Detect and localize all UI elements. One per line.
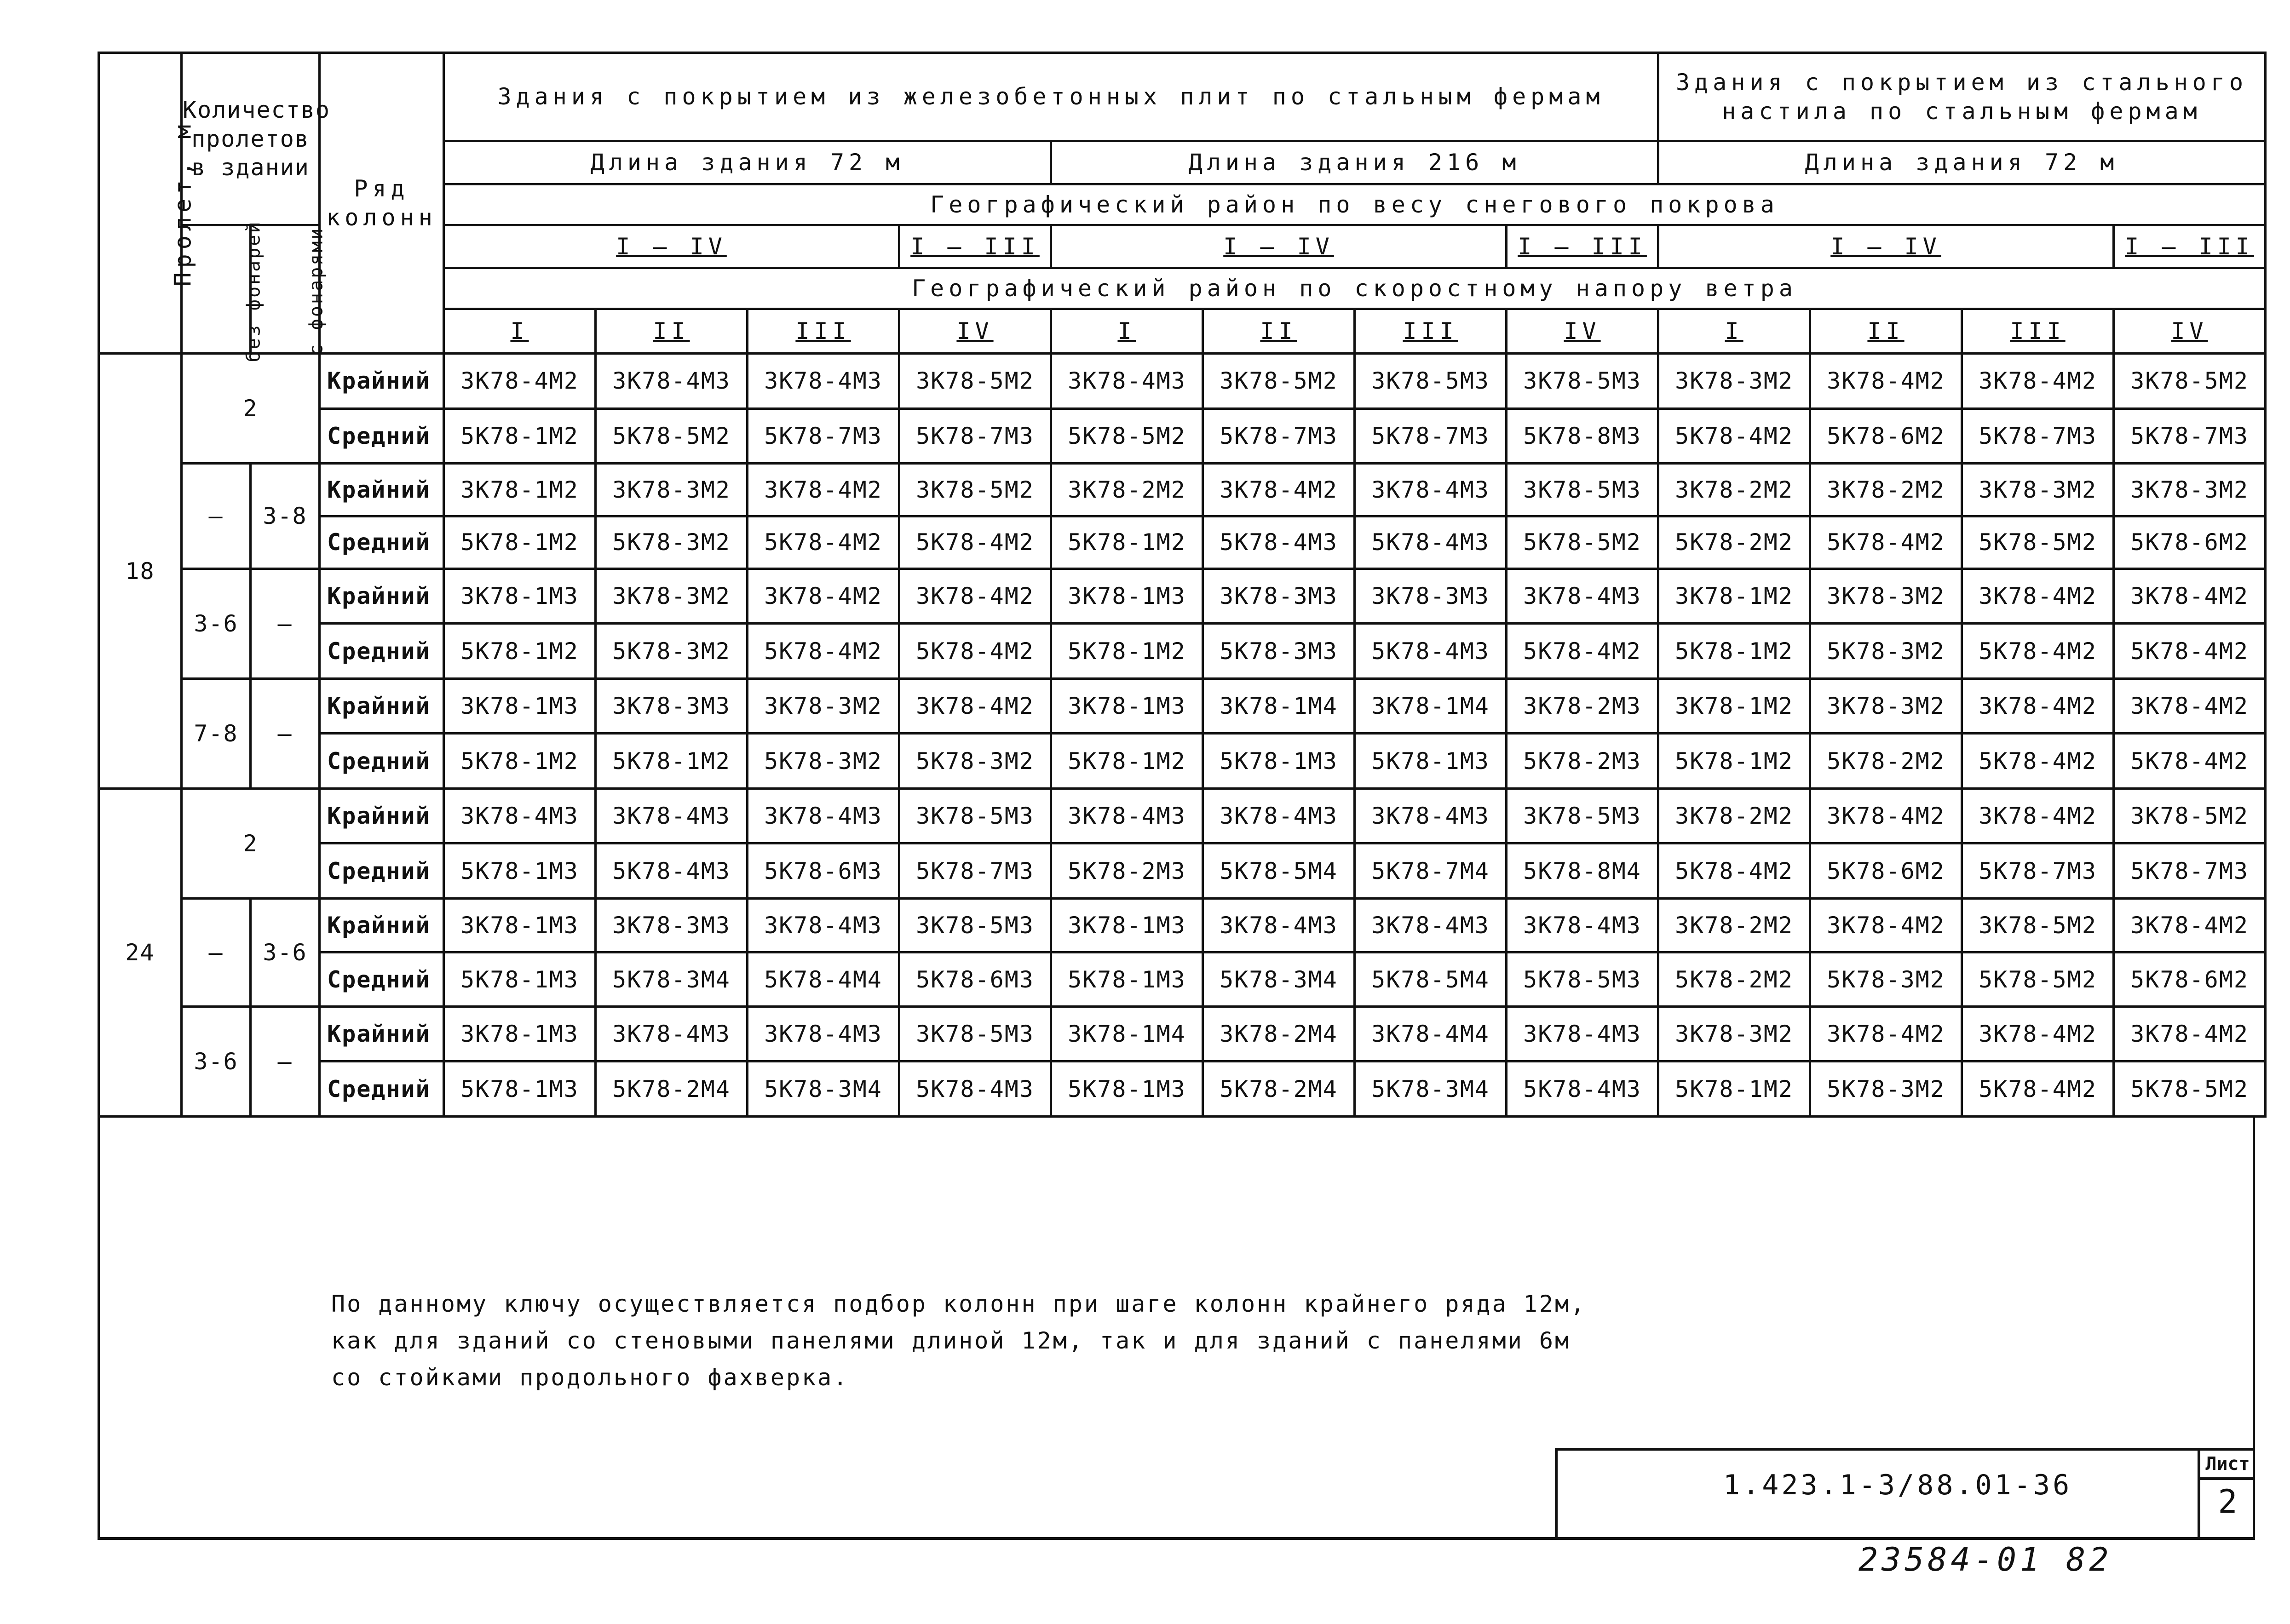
column-mark: 3К78-4М2 [1203, 464, 1355, 516]
column-mark: 5К78-1М2 [1658, 624, 1810, 678]
note-line: как для зданий со стеновыми панелями длиной 12м, так и для зданий с панелями 6м [331, 1327, 1571, 1354]
table-row [99, 1006, 2266, 1061]
column-mark: 5К78-1М2 [596, 734, 748, 788]
column-mark: 3К78-4М2 [1962, 1006, 2114, 1061]
column-mark: 3К78-4М3 [444, 788, 596, 843]
column-mark: 3К78-4М2 [1810, 788, 1962, 843]
column-mark: 5К78-5М2 [2114, 1062, 2266, 1117]
column-mark: 5К78-6М3 [899, 953, 1051, 1006]
column-mark: 3К78-3М2 [596, 464, 748, 516]
snow-range: I – III [2114, 225, 2266, 268]
group-steel-header: Здания с покрытием из стального настила по стальным фермам [1658, 53, 2266, 141]
column-mark: 5К78-2М2 [1810, 734, 1962, 788]
column-mark: 5К78-1М2 [1658, 1062, 1810, 1117]
column-mark: 3К78-4М2 [1962, 568, 2114, 623]
column-mark: 5К78-6М2 [1810, 408, 1962, 463]
column-mark: 5К78-1М2 [444, 734, 596, 788]
snow-range: I – IV [1658, 225, 2114, 268]
table-row [99, 844, 2266, 898]
span-count-no-lanterns: 3-6 [182, 568, 251, 678]
column-mark: 3К78-4М2 [1962, 678, 2114, 733]
column-mark: 5К78-3М2 [1810, 624, 1962, 678]
column-mark: 5К78-1М2 [1051, 624, 1203, 678]
with-lanterns-header: с фонарями [251, 225, 320, 353]
column-mark: 3К78-5М2 [899, 354, 1051, 408]
column-mark: 3К78-4М3 [596, 354, 748, 408]
wind-region: IV [899, 309, 1051, 353]
row-label: Крайний [320, 568, 444, 623]
table-row [99, 354, 2266, 408]
column-mark: 3К78-1М2 [444, 464, 596, 516]
column-mark: 3К78-5М2 [2114, 354, 2266, 408]
span-count-with-lanterns: — [251, 568, 320, 678]
table-row [99, 788, 2266, 843]
column-mark: 3К78-4М3 [1051, 788, 1203, 843]
wind-region: I [1051, 309, 1203, 353]
column-mark: 5К78-4М2 [748, 516, 899, 568]
column-mark: 3К78-4М3 [1355, 788, 1507, 843]
column-mark: 5К78-1М3 [1203, 734, 1355, 788]
column-mark: 5К78-8М4 [1507, 844, 1658, 898]
column-mark: 5К78-7М3 [2114, 844, 2266, 898]
column-mark: 5К78-2М3 [1051, 844, 1203, 898]
column-mark: 3К78-4М3 [1355, 464, 1507, 516]
span-count-no-lanterns: — [182, 464, 251, 569]
row-label: Крайний [320, 354, 444, 408]
column-mark: 5К78-1М2 [444, 516, 596, 568]
column-mark: 3К78-3М2 [596, 568, 748, 623]
note-line: со стойками продольного фахверка. [331, 1364, 849, 1391]
column-mark: 3К78-4М2 [1810, 1006, 1962, 1061]
sheet-label: Лист [2200, 1451, 2255, 1480]
column-mark: 5К78-5М4 [1355, 953, 1507, 1006]
column-mark: 5К78-4М2 [1962, 624, 2114, 678]
column-mark: 3К78-4М2 [899, 678, 1051, 733]
table-row [99, 516, 2266, 568]
column-mark: 3К78-5М2 [1962, 898, 2114, 952]
wind-region: IV [2114, 309, 2266, 353]
column-mark: 5К78-1М2 [1051, 516, 1203, 568]
column-mark: 3К78-3М2 [1810, 678, 1962, 733]
column-mark: 5К78-4М2 [2114, 734, 2266, 788]
column-mark: 5К78-1М3 [1051, 953, 1203, 1006]
column-mark: 5К78-7М3 [1962, 844, 2114, 898]
column-mark: 3К78-2М4 [1203, 1006, 1355, 1061]
column-mark: 5К78-2М2 [1658, 953, 1810, 1006]
column-mark: 5К78-3М2 [596, 516, 748, 568]
column-mark: 5К78-4М2 [748, 624, 899, 678]
row-label: Средний [320, 516, 444, 568]
column-mark: 3К78-5М3 [1507, 354, 1658, 408]
column-mark: 5К78-7М4 [1355, 844, 1507, 898]
wind-region: II [596, 309, 748, 353]
column-mark: 3К78-4М2 [1810, 354, 1962, 408]
snow-region-header: Географический район по весу снегового покрова [444, 184, 2266, 225]
column-mark: 3К78-4М3 [748, 898, 899, 952]
column-mark: 3К78-2М2 [1810, 464, 1962, 516]
row-label: Крайний [320, 678, 444, 733]
row-label: Средний [320, 408, 444, 463]
column-mark: 3К78-4М2 [748, 464, 899, 516]
group-rc-header: Здания с покрытием из железобетонных плит по стальным фермам [444, 53, 1658, 141]
column-mark: 3К78-5М3 [899, 788, 1051, 843]
column-mark: 3К78-1М3 [444, 898, 596, 952]
column-mark: 5К78-5М2 [596, 408, 748, 463]
column-mark: 5К78-7М3 [2114, 408, 2266, 463]
no-lanterns-header: без фонарей [182, 225, 251, 353]
column-mark: 3К78-4М2 [444, 354, 596, 408]
wind-region: II [1810, 309, 1962, 353]
wind-region: I [1658, 309, 1810, 353]
column-mark: 5К78-4М2 [2114, 624, 2266, 678]
span-header: Пролет, м [99, 53, 182, 354]
column-mark: 5К78-2М4 [1203, 1062, 1355, 1117]
span-count-no-lanterns: 3-6 [182, 1006, 251, 1116]
column-mark: 5К78-7М3 [1355, 408, 1507, 463]
column-mark: 3К78-4М3 [748, 354, 899, 408]
snow-range: I – IV [1051, 225, 1507, 268]
column-mark: 5К78-5М3 [1507, 953, 1658, 1006]
column-mark: 5К78-7М3 [899, 408, 1051, 463]
span-count-no-lanterns: — [182, 898, 251, 1006]
column-mark: 5К78-4М3 [1355, 516, 1507, 568]
column-mark: 3К78-3М3 [1203, 568, 1355, 623]
column-mark: 5К78-4М3 [596, 844, 748, 898]
column-mark: 3К78-2М2 [1658, 898, 1810, 952]
row-label: Средний [320, 1062, 444, 1117]
column-mark: 3К78-4М2 [2114, 678, 2266, 733]
column-mark: 3К78-4М3 [596, 1006, 748, 1061]
column-mark: 5К78-3М2 [899, 734, 1051, 788]
column-mark: 5К78-5М2 [1051, 408, 1203, 463]
column-mark: 5К78-5М2 [1962, 953, 2114, 1006]
column-mark: 3К78-4М3 [1203, 898, 1355, 952]
column-mark: 5К78-4М2 [1658, 844, 1810, 898]
column-mark: 3К78-4М3 [1051, 354, 1203, 408]
column-mark: 3К78-1М2 [1658, 678, 1810, 733]
column-mark: 3К78-5М3 [899, 1006, 1051, 1061]
column-mark: 5К78-3М2 [1810, 1062, 1962, 1117]
column-mark: 3К78-1М3 [444, 568, 596, 623]
table-row [99, 624, 2266, 678]
column-mark: 3К78-1М2 [1658, 568, 1810, 623]
column-mark: 3К78-1М3 [1051, 568, 1203, 623]
column-mark: 5К78-4М2 [1507, 624, 1658, 678]
column-mark: 5К78-1М3 [1051, 1062, 1203, 1117]
column-mark: 3К78-5М3 [1355, 354, 1507, 408]
column-mark: 3К78-1М4 [1051, 1006, 1203, 1061]
table-row [99, 953, 2266, 1006]
snow-range: I – IV [444, 225, 899, 268]
column-mark: 3К78-1М3 [444, 1006, 596, 1061]
column-mark: 5К78-3М3 [1203, 624, 1355, 678]
column-mark: 3К78-4М2 [899, 568, 1051, 623]
column-mark: 5К78-1М2 [1658, 734, 1810, 788]
column-mark: 3К78-4М3 [748, 1006, 899, 1061]
column-mark: 5К78-4М2 [1962, 1062, 2114, 1117]
column-mark: 5К78-3М2 [596, 624, 748, 678]
column-mark: 3К78-3М2 [748, 678, 899, 733]
column-mark: 3К78-5М2 [2114, 788, 2266, 843]
column-mark: 3К78-4М3 [1507, 568, 1658, 623]
wind-region: IV [1507, 309, 1658, 353]
table-row [99, 678, 2266, 733]
column-mark: 5К78-1М3 [444, 1062, 596, 1117]
column-mark: 5К78-3М4 [596, 953, 748, 1006]
column-mark: 3К78-1М4 [1203, 678, 1355, 733]
column-mark: 3К78-5М3 [1507, 788, 1658, 843]
column-row-header: Ряд колонн [320, 53, 444, 354]
table-row [99, 898, 2266, 952]
column-mark: 5К78-4М2 [1658, 408, 1810, 463]
span-count-with-lanterns: — [251, 678, 320, 788]
column-mark: 3К78-4М3 [596, 788, 748, 843]
column-mark: 3К78-4М2 [748, 568, 899, 623]
table-row [99, 1062, 2266, 1117]
column-mark: 3К78-4М2 [2114, 568, 2266, 623]
span-count-with-lanterns: 3-8 [251, 464, 320, 569]
wind-region-header: Географический район по скоростному напору ветра [444, 268, 2266, 309]
table-row [99, 734, 2266, 788]
column-mark: 3К78-3М2 [2114, 464, 2266, 516]
column-mark: 3К78-4М4 [1355, 1006, 1507, 1061]
column-mark: 5К78-3М4 [748, 1062, 899, 1117]
column-mark: 3К78-4М2 [1962, 788, 2114, 843]
column-mark: 3К78-2М2 [1051, 464, 1203, 516]
column-mark: 5К78-4М2 [1962, 734, 2114, 788]
snow-range: I – III [899, 225, 1051, 268]
row-label: Средний [320, 844, 444, 898]
column-mark: 3К78-4М3 [1203, 788, 1355, 843]
row-label: Крайний [320, 788, 444, 843]
column-selection-key-table [98, 52, 2267, 1118]
column-mark: 5К78-6М2 [1810, 844, 1962, 898]
column-mark: 3К78-5М2 [899, 464, 1051, 516]
column-mark: 3К78-2М3 [1507, 678, 1658, 733]
column-mark: 5К78-1М2 [444, 408, 596, 463]
row-label: Крайний [320, 464, 444, 516]
column-mark: 5К78-6М3 [748, 844, 899, 898]
span-18: 18 [99, 354, 182, 789]
column-mark: 3К78-5М3 [1507, 464, 1658, 516]
column-mark: 3К78-2М2 [1658, 464, 1810, 516]
snow-range: I – III [1507, 225, 1658, 268]
row-label: Средний [320, 734, 444, 788]
note [331, 1285, 1803, 1396]
column-mark: 5К78-1М2 [444, 624, 596, 678]
row-label: Крайний [320, 1006, 444, 1061]
column-mark: 5К78-4М2 [899, 516, 1051, 568]
column-mark: 5К78-3М4 [1203, 953, 1355, 1006]
column-mark: 5К78-4М3 [1507, 1062, 1658, 1117]
column-mark: 5К78-8М3 [1507, 408, 1658, 463]
column-mark: 5К78-3М2 [1810, 953, 1962, 1006]
inventory-number: 23584-01 82 [1858, 1541, 2112, 1578]
column-mark: 3К78-4М3 [1507, 898, 1658, 952]
column-mark: 3К78-4М3 [748, 788, 899, 843]
column-mark: 3К78-1М3 [444, 678, 596, 733]
span-count-no-lanterns: 7-8 [182, 678, 251, 788]
row-label: Средний [320, 624, 444, 678]
column-mark: 3К78-3М3 [596, 678, 748, 733]
column-mark: 5К78-5М2 [1507, 516, 1658, 568]
title-block [1555, 1448, 2255, 1540]
column-mark: 5К78-2М4 [596, 1062, 748, 1117]
wind-region: III [1355, 309, 1507, 353]
column-mark: 5К78-2М2 [1658, 516, 1810, 568]
column-mark: 3К78-3М3 [596, 898, 748, 952]
column-mark: 5К78-4М3 [1203, 516, 1355, 568]
column-mark: 3К78-4М2 [1810, 898, 1962, 952]
column-mark: 3К78-5М3 [899, 898, 1051, 952]
column-mark: 3К78-3М2 [1658, 354, 1810, 408]
wind-region: III [748, 309, 899, 353]
column-mark: 3К78-4М3 [1507, 1006, 1658, 1061]
column-mark: 5К78-4М3 [1355, 624, 1507, 678]
span-24: 24 [99, 788, 182, 1116]
column-mark: 3К78-4М2 [2114, 898, 2266, 952]
column-mark: 3К78-1М3 [1051, 678, 1203, 733]
sheet-box [2198, 1451, 2255, 1540]
column-mark: 5К78-1М2 [1051, 734, 1203, 788]
note-line: По данному ключу осуществляется подбор колонн при шаге колонн крайнего ряда 12м, [331, 1291, 1587, 1317]
span-count-with-lanterns: 3-6 [251, 898, 320, 1006]
column-mark: 5К78-4М3 [899, 1062, 1051, 1117]
column-mark: 5К78-6М2 [2114, 516, 2266, 568]
length-72-header: Длина здания 72 м [444, 141, 1051, 184]
column-mark: 5К78-2М3 [1507, 734, 1658, 788]
column-mark: 3К78-1М3 [1051, 898, 1203, 952]
column-mark: 5К78-7М3 [748, 408, 899, 463]
column-mark: 5К78-4М4 [748, 953, 899, 1006]
table-row [99, 408, 2266, 463]
wind-region: II [1203, 309, 1355, 353]
column-mark: 5К78-3М2 [748, 734, 899, 788]
row-label: Средний [320, 953, 444, 1006]
row-label: Крайний [320, 898, 444, 952]
column-mark: 5К78-3М4 [1355, 1062, 1507, 1117]
column-mark: 3К78-1М4 [1355, 678, 1507, 733]
column-mark: 3К78-2М2 [1658, 788, 1810, 843]
column-mark: 5К78-6М2 [2114, 953, 2266, 1006]
column-mark: 3К78-3М3 [1355, 568, 1507, 623]
table-row [99, 568, 2266, 623]
column-mark: 3К78-3М2 [1658, 1006, 1810, 1061]
column-mark: 5К78-5М2 [1962, 516, 2114, 568]
column-mark: 5К78-4М2 [1810, 516, 1962, 568]
column-mark: 3К78-3М2 [1810, 568, 1962, 623]
column-mark: 3К78-4М2 [2114, 1006, 2266, 1061]
column-mark: 3К78-4М3 [1355, 898, 1507, 952]
column-mark: 3К78-5М2 [1203, 354, 1355, 408]
wind-region: I [444, 309, 596, 353]
span-count: 2 [182, 354, 320, 464]
column-mark: 5К78-7М3 [1962, 408, 2114, 463]
column-mark: 5К78-1М3 [444, 953, 596, 1006]
length-216-header: Длина здания 216 м [1051, 141, 1658, 184]
column-mark: 5К78-5М4 [1203, 844, 1355, 898]
column-mark: 5К78-1М3 [1355, 734, 1507, 788]
spans-count-header: Количество пролетов в здании [182, 53, 320, 225]
column-mark: 5К78-4М2 [899, 624, 1051, 678]
column-mark: 5К78-1М3 [444, 844, 596, 898]
length-72-steel-header: Длина здания 72 м [1658, 141, 2266, 184]
wind-region: III [1962, 309, 2114, 353]
span-count: 2 [182, 788, 320, 898]
column-mark: 5К78-7М3 [899, 844, 1051, 898]
column-mark: 5К78-7М3 [1203, 408, 1355, 463]
span-count-with-lanterns: — [251, 1006, 320, 1116]
column-mark: 3К78-3М2 [1962, 464, 2114, 516]
table-row [99, 464, 2266, 516]
column-mark: 3К78-4М2 [1962, 354, 2114, 408]
document-code: 1.423.1-3/88.01-36 [1723, 1469, 2072, 1501]
sheet-number: 2 [2218, 1483, 2238, 1521]
